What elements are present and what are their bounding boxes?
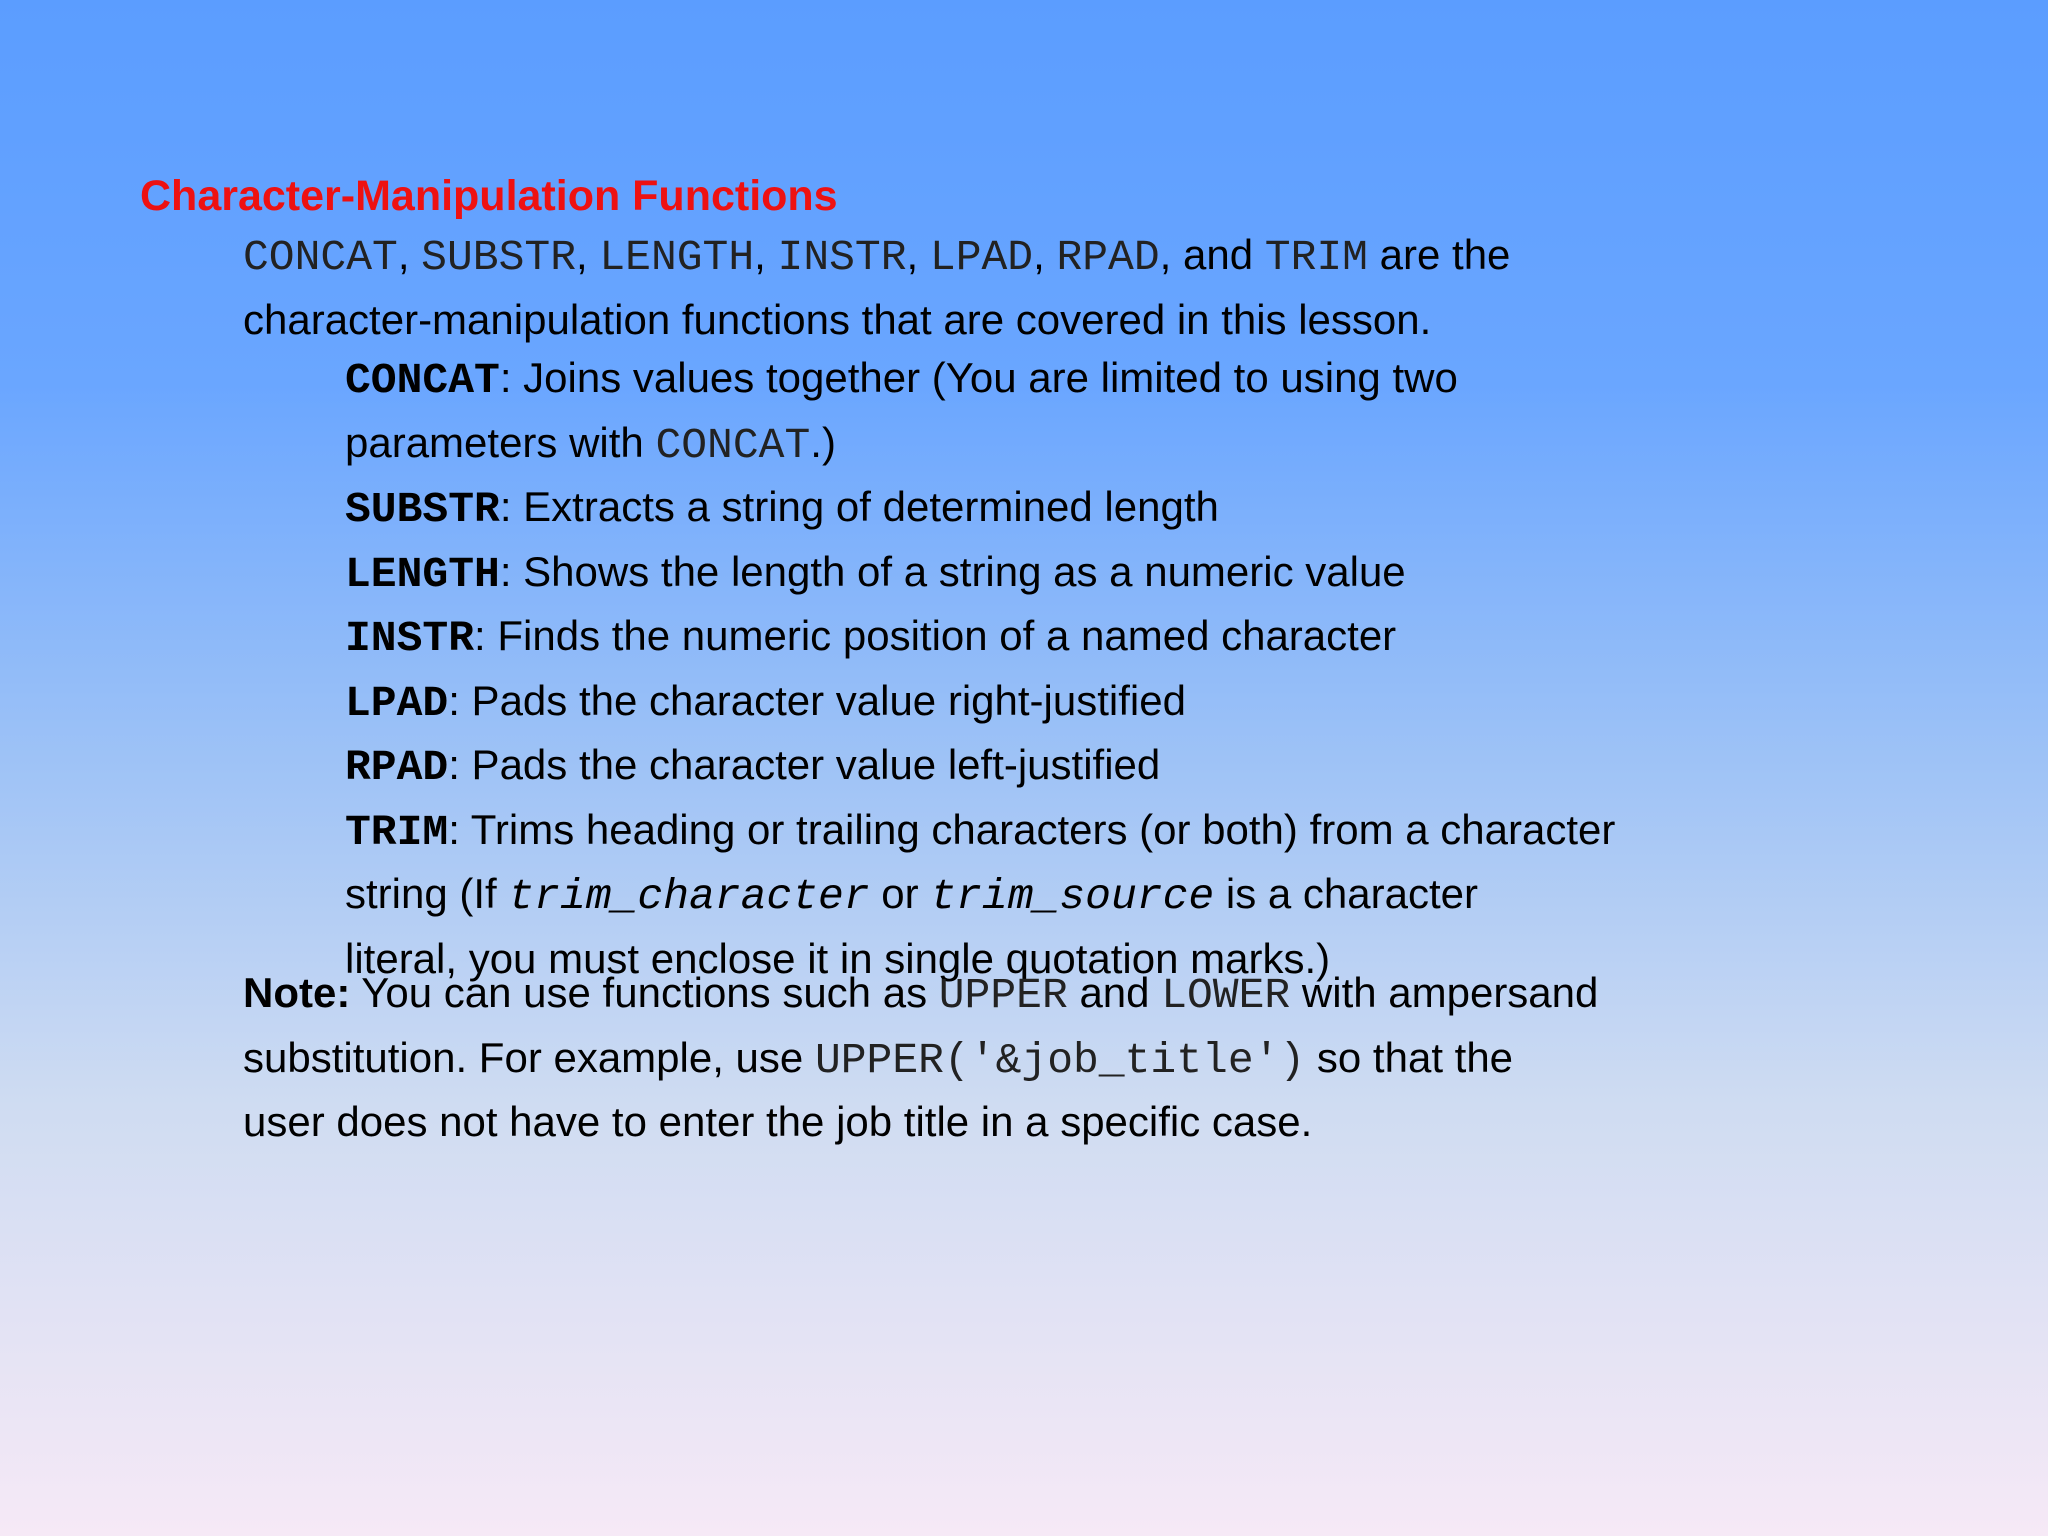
code-upper: UPPER bbox=[938, 971, 1068, 1020]
item-colon: : bbox=[474, 612, 486, 659]
note-text: and bbox=[1067, 969, 1162, 1016]
item-colon: : bbox=[448, 676, 460, 724]
item-desc: Trims heading or trailing characters (or both) from a character bbox=[459, 805, 1616, 853]
item-desc: Extracts a string of determined length bbox=[511, 483, 1219, 530]
item-trim bbox=[345, 799, 1615, 864]
item-desc: Pads the character value right-justified bbox=[459, 676, 1186, 724]
item-desc: Finds the numeric position of a named character bbox=[485, 612, 1397, 659]
note-label: Note: bbox=[243, 969, 351, 1016]
intro-line-1 bbox=[243, 224, 1510, 289]
item-concat-cont bbox=[345, 412, 1615, 477]
item-desc: is a character bbox=[1214, 870, 1478, 917]
item-desc: or bbox=[869, 870, 931, 917]
item-substr bbox=[345, 476, 1615, 541]
slide-title: Character-Manipulation Functions bbox=[140, 172, 838, 220]
separator: , bbox=[397, 231, 422, 278]
code-concat: CONCAT bbox=[655, 420, 811, 470]
item-colon: : bbox=[499, 547, 512, 595]
separator: , bbox=[1033, 231, 1057, 278]
separator: , bbox=[754, 231, 778, 278]
item-desc: Shows the length of a string as a numeric value bbox=[511, 547, 1406, 595]
separator: , bbox=[906, 231, 930, 278]
item-name: LENGTH bbox=[345, 549, 500, 599]
note-line-3: user does not have to enter the job title in a specific case. bbox=[243, 1098, 1313, 1145]
note-paragraph bbox=[243, 962, 1598, 1153]
item-name: INSTR bbox=[345, 614, 475, 663]
code-rpad: RPAD bbox=[1056, 233, 1160, 282]
note-text: You can use functions such as bbox=[350, 969, 939, 1016]
item-length bbox=[345, 541, 1615, 606]
item-colon: : bbox=[448, 805, 460, 853]
note-line-2 bbox=[243, 1027, 1598, 1092]
item-desc: Pads the character value left-justified bbox=[459, 741, 1161, 788]
separator: , and bbox=[1159, 231, 1265, 278]
item-name: SUBSTR bbox=[345, 485, 500, 534]
item-colon: : bbox=[448, 741, 460, 788]
note-text: so that the bbox=[1305, 1033, 1514, 1081]
item-colon: : bbox=[499, 354, 512, 401]
code-lpad: LPAD bbox=[929, 233, 1034, 282]
note-text: with ampersand bbox=[1290, 969, 1599, 1016]
note-line-1 bbox=[243, 962, 1598, 1027]
intro-line-2: character-manipulation functions that are covered in this lesson. bbox=[243, 295, 1432, 343]
item-name: RPAD bbox=[345, 743, 449, 792]
item-trim-cont-2: literal, you must enclose it in single quotation marks.) bbox=[345, 934, 1331, 982]
item-colon: : bbox=[499, 483, 512, 530]
note-text: substitution. For example, use bbox=[243, 1033, 815, 1081]
code-upper-example: UPPER('&job_title') bbox=[814, 1035, 1306, 1085]
item-name: CONCAT bbox=[345, 356, 500, 405]
item-concat bbox=[345, 347, 1615, 412]
code-instr: INSTR bbox=[777, 233, 907, 282]
item-desc: .) bbox=[810, 418, 836, 466]
item-desc: parameters with bbox=[345, 418, 656, 466]
item-desc: Joins values together (You are limited to using two bbox=[511, 354, 1458, 401]
code-trim-source: trim_source bbox=[930, 872, 1215, 921]
code-concat: CONCAT bbox=[243, 233, 398, 282]
item-name: LPAD bbox=[345, 678, 449, 728]
item-instr bbox=[345, 605, 1615, 670]
code-trim-character: trim_character bbox=[508, 872, 870, 921]
code-trim: TRIM bbox=[1264, 233, 1368, 282]
code-length: LENGTH bbox=[599, 233, 755, 282]
item-trim-cont bbox=[345, 863, 1615, 928]
item-rpad bbox=[345, 734, 1615, 799]
item-desc: string (If bbox=[345, 870, 509, 917]
item-lpad bbox=[345, 670, 1615, 735]
code-lower: LOWER bbox=[1161, 971, 1291, 1020]
item-name: TRIM bbox=[345, 807, 449, 857]
separator: , bbox=[576, 231, 600, 278]
intro-tail: are the bbox=[1367, 231, 1511, 278]
code-substr: SUBSTR bbox=[421, 233, 576, 282]
function-list bbox=[345, 347, 1615, 989]
intro-paragraph bbox=[243, 224, 1510, 350]
